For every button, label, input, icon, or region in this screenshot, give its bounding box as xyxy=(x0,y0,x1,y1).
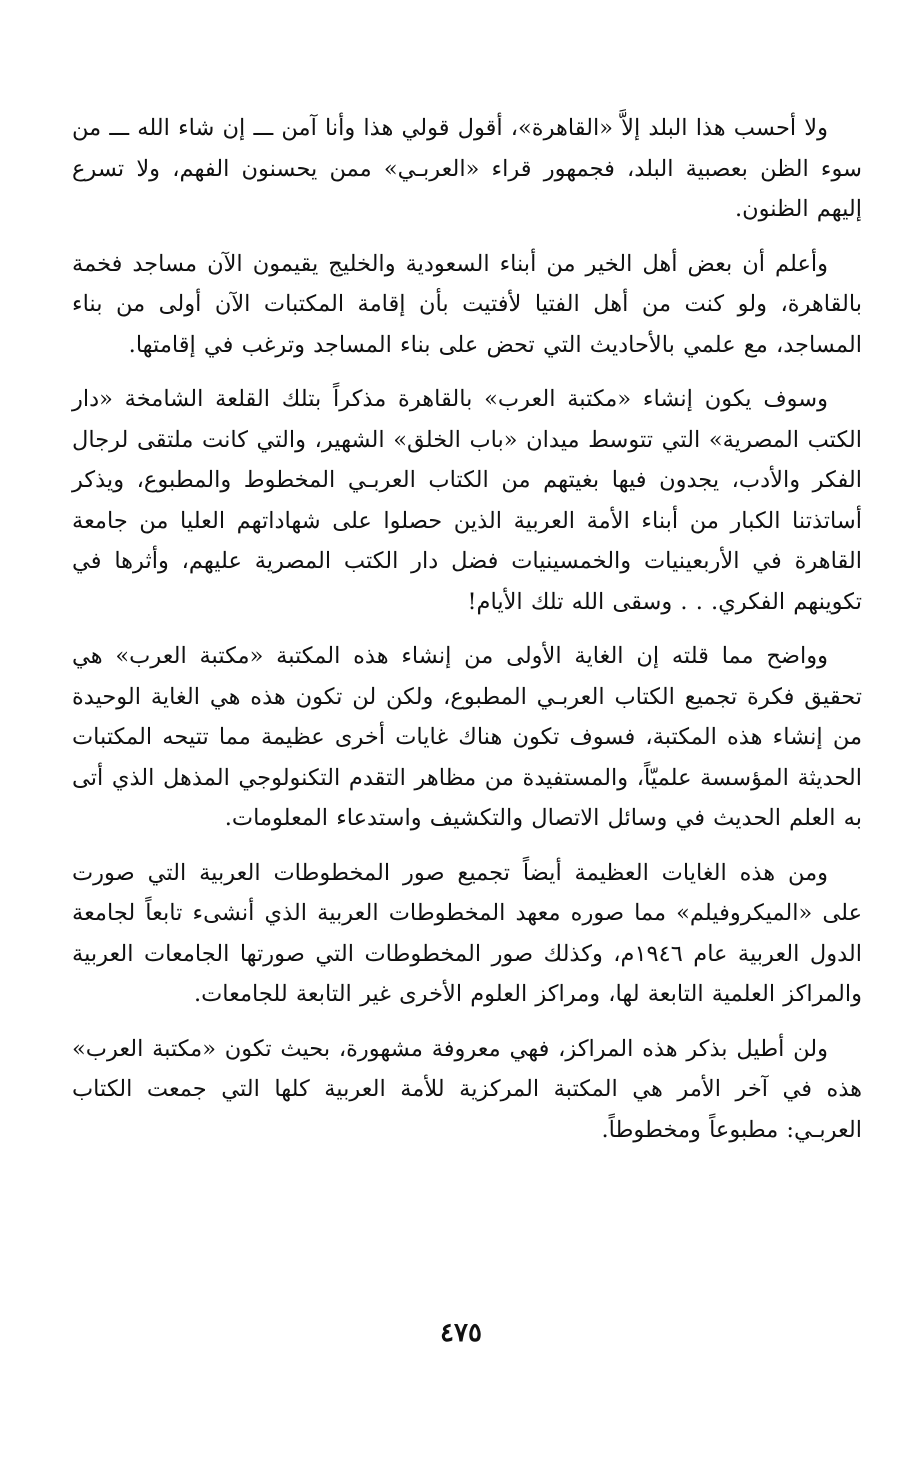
paragraph-1: ولا أحسب هذا البلد إلاَّ «القاهرة»، أقول قولي هذا وأنا آمن ـــ إن شاء الله ـــ من سوء الظن بعصبية البلد، فجمهور قراء «العربـي» ممن يحسنون الفهم، ولا تسرع إليهم الظنون. xyxy=(72,115,862,222)
page-number: ٤٧٥ xyxy=(440,1318,482,1348)
paragraph-5: ومن هذه الغايات العظيمة أيضاً تجميع صور المخطوطات العربية التي صورت على «الميكروفيلم» مما صوره معهد المخطوطات العربية الذي أنشىء تابعاً لجامعة الدول العربية عام ١٩٤٦م، وكذلك صور المخطوطات التي صورتها الجامعات العربية والمراكز العلمية التابعة لها، ومراكز العلوم الأخرى غير التابعة للجامعات. xyxy=(72,859,862,1007)
paragraph-3: وسوف يكون إنشاء «مكتبة العرب» بالقاهرة مذكراً بتلك القلعة الشامخة «دار الكتب المصرية» التي تتوسط ميدان «باب الخلق» الشهير، والتي كانت ملتقى لرجال الفكر والأدب، يجدون فيها بغيتهم من الكتاب العربـي المخطوط والمطبوع، ويذكر أساتذتنا الكبار من أبناء الأمة العربية الذين حصلوا على شهاداتهم العليا من جامعة القاهرة في الأربعينيات والخمسينيات فضل دار الكتب المصرية عليهم، وأثرها في تكوينهم الفكري. . . وسقى الله تلك الأيام! xyxy=(72,386,862,615)
paragraph-4: وواضح مما قلته إن الغاية الأولى من إنشاء هذه المكتبة «مكتبة العرب» هي تحقيق فكرة تجميع الكتاب العربـي المطبوع، ولكن لن تكون هذه هي الغاية الوحيدة من إنشاء هذه المكتبة، فسوف تكون هناك غايات أخرى عظيمة مما تتيحه المكتبات الحديثة المؤسسة علميّاً، والمستفيدة من مظاهر التقدم التكنولوجي المذهل الذي أتى به العلم الحديث في وسائل الاتصال والتكشيف واستدعاء المعلومات. xyxy=(72,643,862,831)
paragraph-6: ولن أطيل بذكر هذه المراكز، فهي معروفة مشهورة، بحيث تكون «مكتبة العرب» هذه في آخر الأمر هي المكتبة المركزية للأمة العربية كلها التي جمعت الكتاب العربـي: مطبوعاً ومخطوطاً. xyxy=(72,1035,862,1143)
paragraph-2: وأعلم أن بعض أهل الخير من أبناء السعودية والخليج يقيمون الآن مساجد فخمة بالقاهرة، ولو كنت من أهل الفتيا لأفتيت بأن إقامة المكتبات الآن أولى من بناء المساجد، مع علمي بالأحاديث التي تحض على بناء المساجد وترغب في إقامتها. xyxy=(72,250,862,358)
page-body xyxy=(72,108,862,1408)
